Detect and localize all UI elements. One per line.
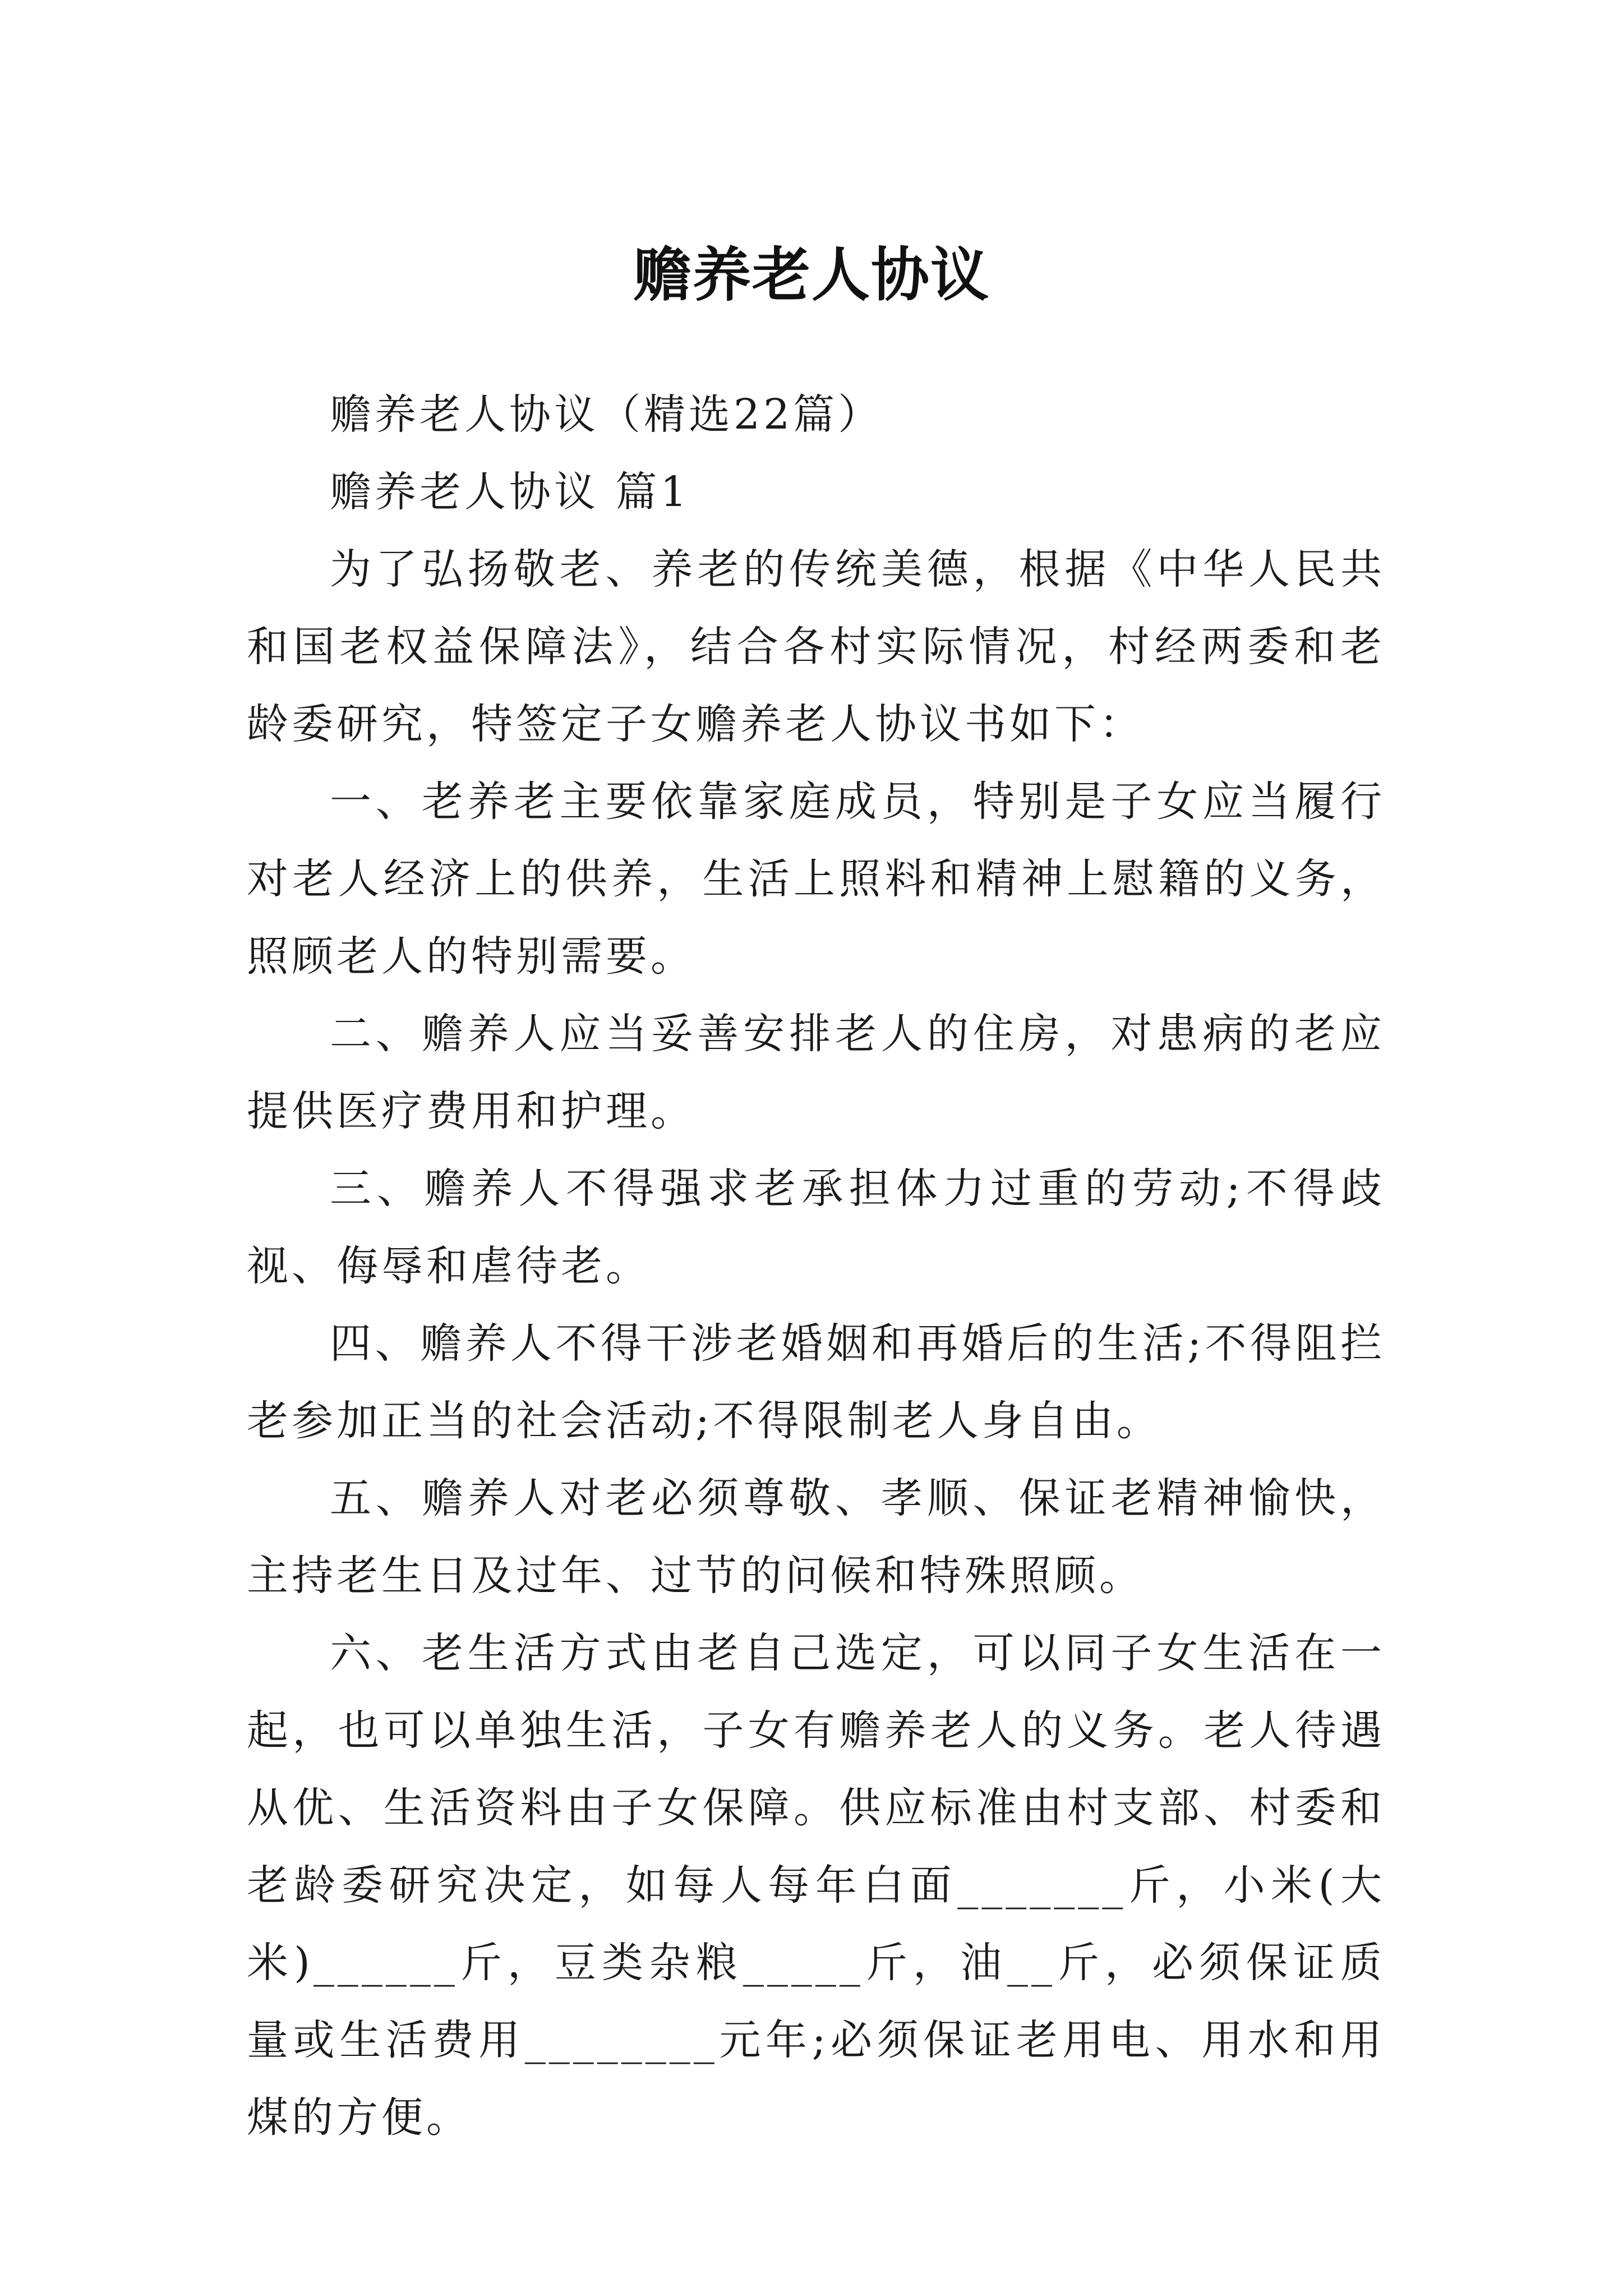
document-title: 赡养老人协议	[633, 240, 990, 309]
paragraph-clause-6: 六、老生活方式由老自己选定，可以同子女生活在一起，也可以单独生活，子女有赡养老人的义务。老人待遇从优、生活资料由子女保障。供应标准由村支部、村委和老龄委研究决定，如每人每年白面_______斤，小米(大米)______斤，豆类杂粮_____斤，油__斤，必须保证质量或生活费用________元年;必须保证老用电、用水和用煤的方便。	[247, 1629, 1385, 2142]
document-subtitle: 赡养老人协议（精选22篇）	[330, 390, 883, 439]
paragraph-clause-1: 一、老养老主要依靠家庭成员，特别是子女应当履行对老人经济上的供养，生活上照料和精神上慰籍的义务，照顾老人的特别需要。	[247, 777, 1385, 981]
paragraph-intro: 为了弘扬敬老、养老的传统美德，根据《中华人民共和国老权益保障法》，结合各村实际情况，村经两委和老龄委研究，特签定子女赡养老人协议书如下：	[247, 545, 1385, 748]
paragraph-clause-5: 五、赡养人对老必须尊敬、孝顺、保证老精神愉快，主持老生日及过年、过节的问候和特殊照顾。	[247, 1474, 1385, 1600]
document-body	[247, 376, 1385, 2156]
paragraph-clause-4: 四、赡养人不得干涉老婚姻和再婚后的生活;不得阻拦老参加正当的社会活动;不得限制老人身自由。	[247, 1319, 1385, 1445]
paragraph-clause-2: 二、赡养人应当妥善安排老人的住房，对患病的老应提供医疗费用和护理。	[247, 1010, 1385, 1135]
paragraph-clause-3: 三、赡养人不得强求老承担体力过重的劳动;不得歧视、侮辱和虐待老。	[247, 1165, 1385, 1290]
section-heading: 赡养老人协议 篇1	[330, 468, 690, 516]
